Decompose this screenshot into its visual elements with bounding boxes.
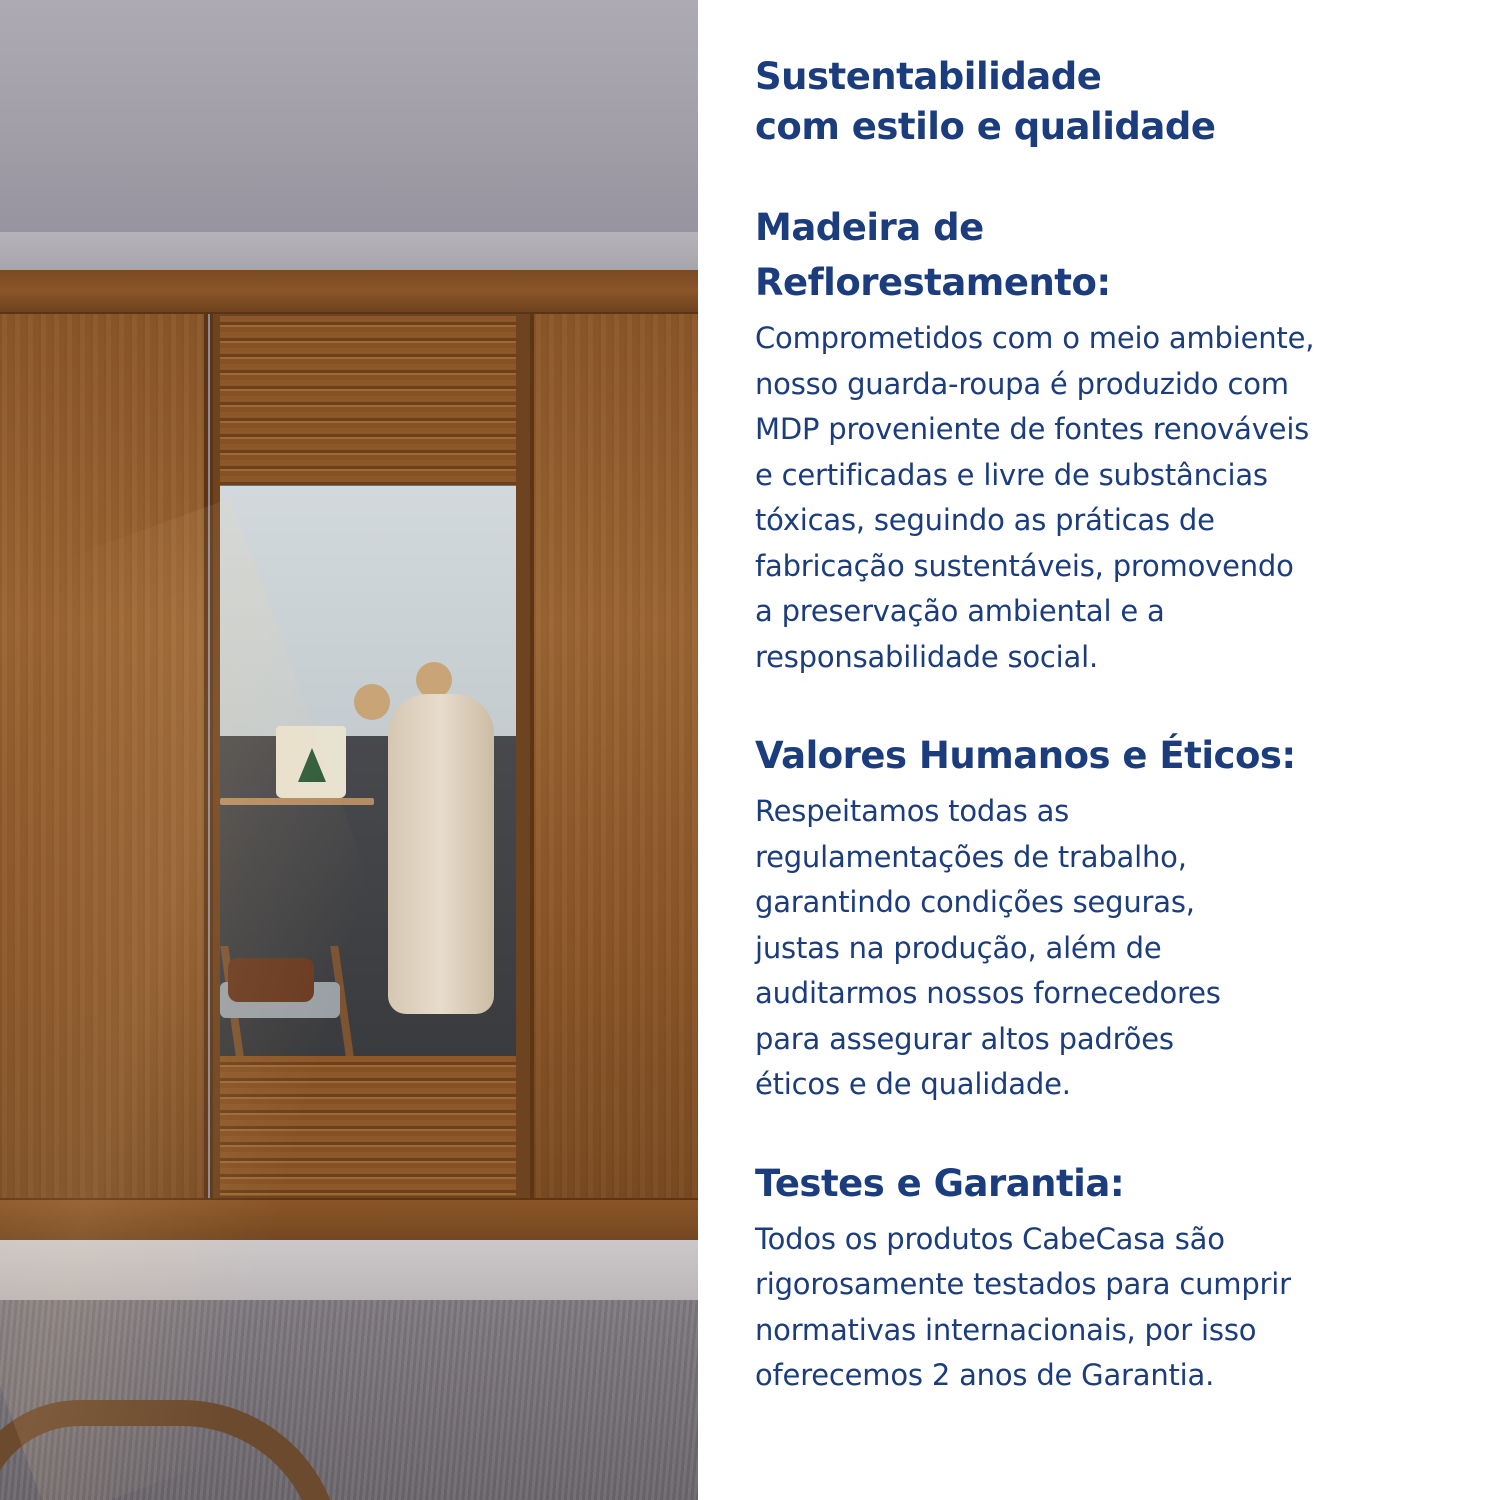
body-line: auditarmos nossos fornecedores <box>755 976 1221 1010</box>
page-title-line: com estilo e qualidade <box>755 105 1216 148</box>
body-line: tóxicas, seguindo as práticas de <box>755 503 1215 537</box>
body-line: rigorosamente testados para cumprir <box>755 1267 1291 1301</box>
body-line: oferecemos 2 anos de Garantia. <box>755 1358 1215 1392</box>
page-title <box>755 52 1475 152</box>
section-title-line: Testes e Garantia: <box>755 1161 1125 1205</box>
section-body <box>755 316 1475 680</box>
reflected-wall-hook <box>416 662 452 698</box>
wardrobe-right-door <box>530 314 698 1198</box>
section-title <box>755 1156 1475 1211</box>
page-title-line: Sustentabilidade <box>755 55 1102 98</box>
text-column <box>755 52 1475 1399</box>
wardrobe-top-rail <box>0 270 698 314</box>
reflected-wall-hook <box>354 684 390 720</box>
body-line: e certificadas e livre de substâncias <box>755 457 1268 492</box>
section-title-line: Valores Humanos e Éticos: <box>755 734 1296 777</box>
section-body <box>755 789 1475 1108</box>
body-line: a preservação ambiental e a <box>755 594 1165 628</box>
product-photo <box>0 0 698 1500</box>
section-human-values <box>755 728 1475 1108</box>
body-line: justas na produção, além de <box>755 930 1162 965</box>
body-line: garantindo condições seguras, <box>755 885 1195 919</box>
section-body <box>755 1217 1475 1399</box>
ceiling <box>0 0 698 232</box>
reflected-bathrobe <box>388 694 494 1014</box>
body-line: regulamentações de trabalho, <box>755 839 1187 874</box>
section-reforestation <box>755 200 1475 680</box>
section-title-line: Madeira de <box>755 206 984 249</box>
body-line: Respeitamos todas as <box>755 794 1070 828</box>
ceiling-trim <box>0 232 698 270</box>
section-tests-warranty <box>755 1156 1475 1399</box>
body-line: MDP proveniente de fontes renováveis <box>755 412 1310 446</box>
body-line: responsabilidade social. <box>755 639 1098 674</box>
body-line: nosso guarda-roupa é produzido com <box>755 366 1289 401</box>
body-line: normativas internacionais, por isso <box>755 1312 1257 1347</box>
louver-panel-top <box>220 316 516 486</box>
section-title <box>755 200 1475 310</box>
body-line: fabricação sustentáveis, promovendo <box>755 548 1294 583</box>
body-line: éticos e de qualidade. <box>755 1067 1071 1101</box>
section-title-line: Reflorestamento: <box>755 261 1111 304</box>
body-line: Comprometidos com o meio ambiente, <box>755 321 1315 355</box>
body-line: para assegurar altos padrões <box>755 1021 1174 1056</box>
section-title <box>755 728 1475 783</box>
body-line: Todos os produtos CabeCasa são <box>755 1221 1225 1256</box>
